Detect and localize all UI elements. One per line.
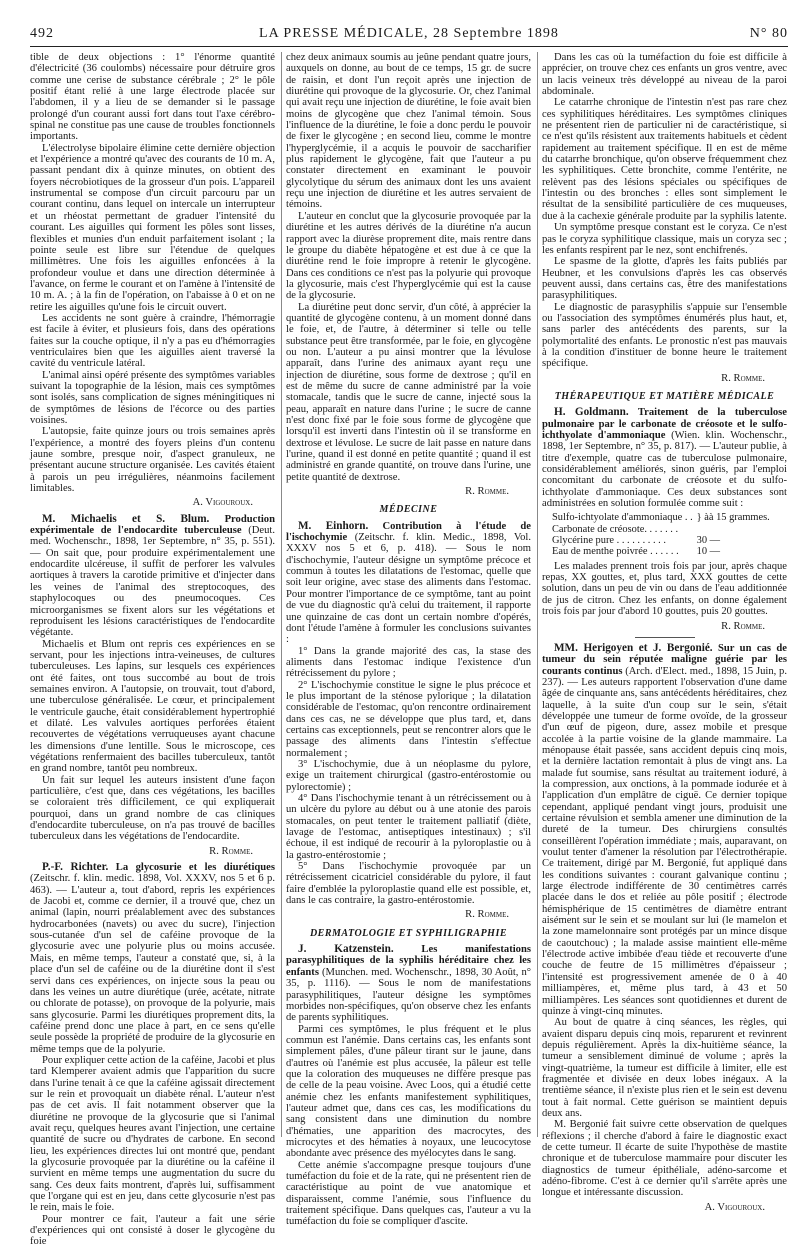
paragraph: tible de deux objections : 1° l'énorme quantité d'électricité (36 coulombs) nécessaire pour détruire gros comme une cerise de substance cérébrale ; 2° le pôle positif étant relié à une large électrode placée sur l'abdomen, il y a lieu de se demander si le passage prolongé d'un courant aussi fort dans tout l'axe cérébro-spinal ne constitue pas une cause de troubles fonctionnels importants. (30, 52, 275, 143)
article-heading (542, 643, 787, 1017)
paragraph: Un symptôme presque constant est le coryza. Ce n'est pas le coryza syphilitique classique, mais un coryza sec ; les enfants respirent par le nez, sont enchifrenés. (542, 222, 787, 256)
paragraph: L'électrolyse bipolaire élimine cette dernière objection et l'expérience a montré qu'avec des courants de 10 m. A, passant pendant dix à quinze minutes, on obtient des foyers nécrobiotiques de la grosseur d'un pois. L'appareil instrumental se compose d'un circuit parcouru par un courant continu, dans lequel on intercale un interrupteur et un rhéostat permettant de graduer l'intensité du courant. Les aiguilles qui forment les pôles sont lisses, flexibles et munies d'un enduit parfaitement isolant ; la pointe seule est libre sur l'étendue de quelques millimètres. Une fois les aiguilles enfoncées à la profondeur voulue et dans une direction déterminée à l'avance, on ferme le courant et on l'amène à l'intensité de 10 m. A. ; à la fin de l'opération, on l'abaisse à 0 et on ne retire les aiguilles qu'une fois le circuit ouvert. (30, 142, 275, 313)
page-header (30, 26, 788, 46)
article-title: Sur un cas de tumeur du sein réputée maligne guérie par les courants continus (542, 642, 787, 677)
formula-ingredient: Glycérine pure . . . . . . . . . . (552, 535, 666, 547)
section-heading: MÉDECINE (379, 504, 438, 516)
article-heading (542, 407, 787, 509)
issue-number: N° 80 (749, 26, 788, 41)
paragraph: Michaelis et Blum ont repris ces expériences en se servant, pour les injections intra-veineuses, de cultures tuberculeuses. Les lapins, sur lesquels ces expériences ont été faites, ont tous succombé au bout de trois semaines environ. A l'autopsie, on trouvait, tout d'abord, une tuberculose généralisée. Le cœur, et principalement le ventricule gauche, était considérablement hypertrophié et dilaté. Les valvules aortiques perforées étaient recouvertes de végétations verruqueuses ayant chacune les dimensions d'une lentille. Sous le microscope, ces végétations renfermaient des bacilles tuberculeux, tantôt en grand nombre, tantôt peu nombreux. (30, 638, 275, 775)
signature: R. Romme. (721, 372, 765, 384)
section-heading: THÉRAPEUTIQUE ET MATIÈRE MÉDICALE (554, 390, 775, 402)
article-authors: M. Einhorn. (298, 519, 369, 532)
article-authors: J. Katzenstein. (298, 943, 394, 956)
article-body: (Zeitschr. f. klin. medic. 1898, Vol. XXXV, nos 5 et 6 p. 463). — L'auteur a, tout d'abord, repris les expériences de Jacobi et, comme ce dernier, il a trouvé que, chez un animal (lapin, nourri préalablement avec des substances hydrocarbonées (navets) ou avec du sucre), l'injection sous-cutanée d'un sel de caféine provoque de la glycosurie avec une polyurie plus ou moins accusée. Mais, en même temps, l'auteur a constaté que, si, à la place d'un sel de caféine ou de la diurétine dont il s'est servi dans ces expériences, on injecte sous la peau ou dans les veines un autre diurétique (urée, acétate, nitrate ou chlorate de potasse), on provoque de la polyurie, mais sans glycosurie. Parmi les diurétiques proprement dits, la caféine prend donc une place à part, en ce sens qu'elle seule possède la propriété de produire de la glycosurie en même temps que de la polyurie. (30, 873, 275, 1055)
formula-ingredient: Carbonate de créosote. . . . . . . (552, 523, 679, 535)
paragraph: Le spasme de la glotte, d'après les faits publiés par Heubner, et les convulsions d'après les cas observés peuvent aussi, dans certains cas, être des manifestations parasyphilitiques. (542, 256, 787, 302)
conclusion-item: 4° Dans l'ischochymie tenant à un rétrécissement ou à un ulcère du pylore au début ou à une atonie des parois stomacales, on peut tenter le traitement palliatif (diète, lavage de l'estomac, antiseptiques intestinaux) ; s'il échoue, il est indiqué de recourir à la pyloroplastie ou à la gastro-entérostomie ; (286, 793, 531, 861)
formula-quantity: 30 — (696, 535, 721, 547)
paragraph: Au bout de quatre à cinq séances, les règles, qui avaient disparu depuis cinq mois, reparurent et revinrent depuis régulièrement. Après la dix-huitième séance, la tumeur a sensiblement diminué de volume ; après la vingt-quatrième, la tumeur est difficile à limiter, elle est fragmentée et divisée en deux lobes inégaux. A la trentième séance, il n'existe plus rien et le sein est devenu tout à fait normal. Cette guérison se maintient depuis deux ans. (542, 1017, 787, 1119)
column-2 (286, 52, 532, 1228)
formula-quantity (697, 524, 774, 535)
article-body: (Munchen. med. Wochenschr., 1898, 30 Août, n° 35, p. 1116). — Sous le nom de manifestations parasyphilitiques, l'auteur désigne les symptômes morbides non-spécifiques, qu'on observe chez les enfants de parents syphilitiques. (286, 966, 532, 1024)
article-authors: MM. Herigoyen et J. Bergonié. (554, 641, 713, 654)
article-authors: P.-F. Richter. (42, 861, 109, 874)
article-authors: M. Michaelis et S. Blum. (42, 512, 210, 525)
formula-row (552, 524, 774, 535)
article-authors: H. Goldmann. (554, 406, 629, 419)
formula-row (552, 546, 774, 557)
signature: A. Vigouroux. (192, 497, 253, 509)
column-1 (30, 52, 276, 1248)
signature: R. Romme. (465, 486, 509, 498)
signature: R. Romme. (465, 909, 509, 921)
signature: R. Romme. (209, 845, 253, 857)
paragraph: Parmi ces symptômes, le plus fréquent et le plus commun est l'anémie. Dans certains cas, les enfants sont simplement pâles, d'une pâleur tirant sur le jaune, dans d'autres où l'anémie est plus accusée, la pâleur est telle que la coloration des muqueuses ne diffère presque pas de celle de la peau voisine. Avec Loos, qui a étudié cette anémie chez les enfants manifestement syphilitiques, l'auteur admet que, dans ces cas, les modifications du sang consistent dans une diminution du nombre d'hématies, une apparition des macrocytes, des microcytes et des hématies à noyaux, une leucocytose abondante avec présence des myélocytes dans le sang. (286, 1023, 531, 1160)
article-title: La glycosurie et les diurétiques (115, 862, 276, 874)
formula-ingredient: Sulfo-ichtyolate d'ammoniaque . . (552, 512, 693, 524)
header-rule (30, 46, 788, 47)
article-body: (Deut. med. Wochenschr., 1898, 1er Septembre, n° 35, p. 551). — On sait que, pour produire expérimentalement une endocardite ulcéreuse, il suffit de perforer les valvules aortiques à travers la carotide primitive et d'injecter dans les veines de l'animal des streptocoques, des staphylocoques ou des pneumocoques. Ces microorganismes se fixent alors sur les végétations et reproduisent les lésions caractéristiques de l'endocardite végétante. (30, 525, 275, 639)
conclusion-item: 1° Dans la grande majorité des cas, la stase des aliments dans l'estomac indique l'existence d'un rétrécissement du pylore ; (286, 645, 531, 680)
column-3 (542, 52, 788, 1213)
paragraph: L'auteur en conclut que la glycosurie provoquée par la diurétine et les autres dérivés de la diurétine n'a aucun rapport avec la diurèse proprement dite, mais rentre dans le groupe du diabète hépatogène et est due à ce que la diurétine rend le foie impropre à retenir le glycogène. Dans ces conditions ce n'est pas la polyurie qui provoque la glycosurie, mais c'est l'hyperglycémie qui est la cause de la glycosurie. (286, 210, 531, 302)
formula-quantity: } àà 15 grammes. (696, 512, 770, 524)
article-heading (286, 944, 531, 1023)
paragraph: Les accidents ne sont guère à craindre, l'hémorragie est facile à éviter, et plusieurs fois, dans des opérations faites sur la couche optique, il n'y a pas eu d'hémorragies ventriculaires bien que les aiguilles aient traversé la cavité du ventricule latéral. (30, 312, 275, 370)
article-heading (286, 521, 531, 646)
article-title: Production expérimentale de l'endocardite tuberculeuse (30, 513, 275, 537)
signature: R. Romme. (721, 620, 765, 632)
paragraph: Pour expliquer cette action de la caféine, Jacobi et plus tard Klemperer avaient admis que l'apparition du sucre dans l'urine tenait à ce que la caféine agissait directement sur le rein et provoquait un diabète rénal. L'auteur n'est pas de cet avis. Il fait notamment observer que la diurétine ne provoque de la glycosurie que si l'animal avait reçu, quelques heures avant l'injection, une certaine quantité de sucre ou d'hydrates de carbone. En second lieu, les expériences directes lui ont montré que, pendant la glycosurie provoquée par la diurétine ou la caféine il survient en même temps une augmentation du sucre du sang. Ces deux faits montrent, d'après lui, suffisamment que l'organe qui est en jeu, dans cette glycosurie n'est pas le rein, mais le foie. (30, 1054, 275, 1214)
formula-row (552, 535, 774, 546)
article-title: Traitement de la tuberculose pulmonaire par le carbonate de créosote et le sulfo-ichthyolate d'ammoniaque (542, 407, 788, 441)
paragraph: Cette anémie s'accompagne presque toujours d'une tuméfaction du foie et de la rate, qui ne présentent rien de caractéristique au point de vue anatomique et disparaissent, comme l'anémie, sous l'influence du traitement spécifique. Dans quelques cas, l'auteur a vu la tuméfaction du foie se compliquer d'ascite. (286, 1159, 531, 1228)
journal-title: LA PRESSE MÉDICALE, 28 Septembre 1898 (259, 26, 559, 41)
prescription-formula (552, 512, 774, 557)
signature: A. Vigouroux. (704, 1201, 765, 1213)
section-heading: DERMATOLOGIE ET SYPHILIGRAPHIE (309, 927, 508, 939)
column-divider (537, 52, 538, 1137)
paragraph: Les malades prennent trois fois par jour, après chaque repas, XX gouttes, et, plus tard, XXX gouttes de cette solution, dans un peu de vin ou dans de l'eau additionnée de jus de citron. Chez les enfants, on donne également trois fois par jour d'abord 10 gouttes, puis 20 gouttes. (542, 560, 787, 618)
paragraph: L'autopsie, faite quinze jours ou trois semaines après l'expérience, a montré des foyers pleins d'un contenu jaune sombre, presque noir, d'aspect granuleux, ne présentant aucune structure organisée. Les cavités étaient à parois un peu irrégulières, néanmoins facilement limitables. (30, 426, 275, 495)
conclusion-item: 2° L'ischochymie constitue le signe le plus précoce et le plus important de la sténose pylorique ; la dilatation considérable de l'estomac, qu'on rencontre ordinairement dans ces cas, ne se développe que plus tard, et, dans certains cas exceptionnels, peut se rencontrer alors que le passage des aliments dans l'intestin s'effectue normalement ; (286, 679, 531, 759)
article-title: Contribution à l'étude de l'ischochymie (286, 520, 531, 544)
article-title: Les manifestations parasyphilitiques de la syphilis héréditaire chez les enfants (286, 944, 531, 978)
article-body: (Arch. d'Elect. med., 1898, 15 Juin, p. 237). — Les auteurs rapportent l'observation d'une dame âgée de cinquante ans, sans antécédents héréditaires, chez laquelle, à la suite d'un coup sur le sein, s'était développée une tumeur de forme ovoïde, de la grosseur d'un œuf de pigeon, dure, assez mobile et presque accolée à la partie voisine de la glande mammaire. La ménopause était passée, sans accident depuis cinq mois, et la dernière lactation remontait à plus de vingt ans. La malade fut soumise, sans résultat au traitement ioduré, à la compression, aux onctions, à la pommade iodurée et à l'application d'un emplâtre de ciguë. Ce dernier topique cependant, appliqué pendant vingt jours, produisit une certaine révulsion et sembla amener une diminution de la dureté de la tumeur. Des chirurgiens consultés conseillèrent l'opération immédiate ; mais, auparavant, on voulut tenter d'amener la résolution par l'électrothérapie. Ce traitement, dirigé par M. Bergonié, fut appliqué dans les conditions suivantes : courant galvanique continu ; large électrode indifférente de 30 centimètres carrés placée dans le dos et reliée au pôle positif ; électrode hémisphérique de 15 centimètres de diamètre entrant aisément sur le sein et se moulant sur lui (le mamelon et la zone mamelonnaire sont protégés par un mince disque de caoutchouc) ; la malade assise maintient elle-même l'électrode active imbibée d'eau tiède et recouverte d'une couche de feutre de 15 millimètres d'épaisseur ; l'intensité est progressivement amenée de 0 à 40 milliampères, et, même plus tard, à 43 et 50 milliampères. Les séances sont quotidiennes et durent de quinze à vingt-cinq minutes. (542, 665, 788, 1017)
paragraph: Un fait sur lequel les auteurs insistent d'une façon particulière, c'est que, dans ces végétations, les bacilles se coloraient très difficilement, ce qui expliquerait pourquoi, dans un grand nombre de cas cliniques d'endocardite tuberculeuse, on n'a pas trouvé de bacilles tuberculeux dans les végétations de l'endocardite. (30, 774, 275, 843)
column-divider (281, 52, 282, 1137)
formula-quantity: 10 — (696, 546, 721, 558)
article-body: (Wien. klin. Wochenschr., 1898, 1er Septembre, n° 35, p. 817). — L'auteur publie, à titre d'exemple, quatre cas de tuberculose pulmonaire, considérablement améliorés, sinon guéris, par l'emploi concomitant du carbonate de créosote et du sulfo-ichthyolate d'ammoniaque. Ces deux substances sont administrées en solution formulée comme suit : (542, 430, 788, 510)
paragraph: Le diagnostic de parasyphilis s'appuie sur l'ensemble ou l'association des symptômes énumérés plus haut, et, sans parler des antécédents des parents, sur la polymortalité des enfants. Le pronostic n'est pas mauvais à la condition d'instituer de bonne heure le traitement spécifique. (542, 301, 787, 370)
paragraph: M. Bergonié fait suivre cette observation de quelques réflexions ; il cherche d'abord à faire le diagnostic exact de cette tumeur. Il écarte de suite l'hypothèse de mastite chronique et de tuberculose mammaire pour discuter les diagnostics de tumeur épithéliale, adéno-sarcome et adéno-fibrome. C'est à ce dernier qu'il s'arrête après une longue et intéressante discussion. (542, 1119, 787, 1199)
article-heading (30, 862, 275, 1055)
formula-row (552, 512, 774, 523)
formula-ingredient: Eau de menthe poivrée . . . . . . (552, 546, 679, 558)
paragraph: chez deux animaux soumis au jeûne pendant quatre jours, auxquels on donne, au bout de ce temps, 15 gr. de sucre de raisin, et dont l'un reçoit après une injection de diurétine qui provoque de la glycosurie. Or, chez l'animal qui avait reçu une injection de diurétine, le foie avait bien moins de glycogène que chez l'animal témoin. Sous l'influence de la diurétine, le foie a donc perdu le pouvoir de fixer le glycogène ; en second lieu, comme le montre l'hyperglycémie, il a acquis le pouvoir de saccharifier plus rapidement le glycogène, fait que l'auteur a pu constater directement en examinant le pouvoir glycolytique du sérum des animaux dont les uns avaient reçu une injection de diurétine et les autres servaient de témoins. (286, 52, 531, 211)
conclusion-item: 5° Dans l'ischochymie provoquée par un rétrécissement cicatriciel considérable du pylore, il faut faire d'emblée la pyloroplastie quand elle est possible, et, dans le cas contraire, la gastro-entérostomie. (286, 861, 531, 907)
page-number: 492 (30, 26, 54, 41)
separator-rule (635, 637, 695, 638)
paragraph: L'animal ainsi opéré présente des symptômes variables suivant la topographie de la lésion, mais ces symptômes sont isolés, sans complication de signes méningitiques ni de symptômes de lésions de l'écorce ou des parties voisines. (30, 369, 275, 426)
article-heading (30, 514, 275, 639)
paragraph: Pour montrer ce fait, l'auteur a fait une série d'expériences qui ont consisté à doser le glycogène du foie (30, 1213, 275, 1248)
article-body: (Zeitschr. f. klin. Medic., 1898, Vol. XXXV nos 5 et 6, p. 418). — Sous le nom d'ischochymie, l'auteur désigne un symptôme précoce et commun à toutes les dilatations de l'estomac, quelle que soit leur origine, avec stase des aliments dans l'estomac. Pour montrer l'importance de ce symptôme, tant au point de vue du diagnostic qu'à celui du traitement, il rapporte une quinzaine de cas dont un certain nombre d'opérés, dont l'étude l'amène à formuler les conclusions suivantes : (286, 532, 531, 646)
paragraph: Dans les cas où la tuméfaction du foie est difficile à apprécier, on trouve chez ces enfants un gros ventre, avec un lacis veineux très développé au niveau de la paroi abdominale. (542, 52, 787, 98)
paragraph: Le catarrhe chronique de l'intestin n'est pas rare chez ces syphilitiques héréditaires. Les symptômes cliniques ne présentent rien de particulier ni de caractéristique, si ce n'est qu'ils résistent aux traitements habituels et cèdent rapidement au traitement spécifique. Il en est de même du catarrhe bronchique, qu'on observe fréquemment chez les syphilitiques. Cette bronchite, comme l'entérite, ne relèvent pas des lésions spéciales ou spécifiques de l'intestin ou des bronches : elles sont simplement le résultat de la sensibilité particulière de ces muqueuses, due à la cachexie générale produite par la syphilis latente. (542, 97, 787, 222)
paragraph: La diurétine peut donc servir, d'un côté, à apprécier la quantité de glycogène contenu, à un moment donné dans le foie, et, de l'autre, à déterminer si telle ou telle substance peut être transformée, par le foie, en glycogène ou non. L'auteur a pu ainsi montrer que la lévulose apparaît, dans l'urine des animaux ayant reçu une injection de diurétine, sous forme de dextrose ; qu'il en est de même du sucre de canne administré par la voie stomacale, tandis que le sucre de canne, injecté sous la peau, apparaît en nature dans l'urine ; le sucre de canne n'est donc fixé par le foie sous forme de glycogène que lorsqu'il est inverti dans l'intestin où il se transforme en dextrose et lévulose. Le sucre de lait passe en nature dans l'urine, quand il est donné en petite quantité ; quand il est administré en grande quantité, on trouve dans l'urine, une petite quantité de dextrose. (286, 301, 531, 483)
conclusion-item: 3° L'ischochymie, due à un néoplasme du pylore, exige un traitement chirurgical (gastro-entérostomie ou pylorectomie) ; (286, 758, 531, 793)
